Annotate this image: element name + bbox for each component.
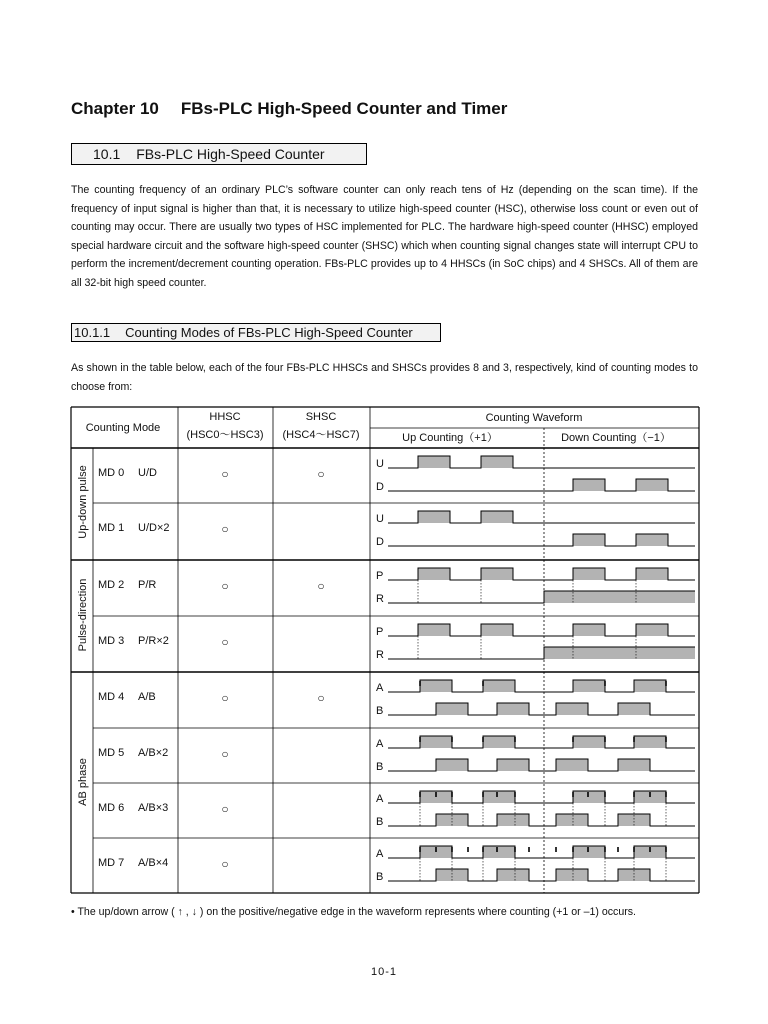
header-hhsc-range: (HSC0～HSC3) [186, 429, 264, 441]
wave-high-fill [556, 703, 588, 715]
wave-high-fill [634, 736, 666, 748]
wave-high-fill [556, 869, 588, 881]
mode-code: MD 5 [98, 747, 125, 759]
mode-code: MD 2 [98, 579, 125, 591]
signal-1-label: U [376, 458, 384, 470]
hhsc-support-mark: ○ [221, 691, 229, 705]
wave-high-fill [418, 624, 450, 636]
wave-high-fill [483, 846, 515, 858]
wave-high-fill [556, 759, 588, 771]
wave-high-fill [497, 703, 529, 715]
hhsc-support-mark: ○ [221, 857, 229, 871]
wave-high-fill [497, 814, 529, 826]
wave-high-fill [573, 846, 605, 858]
table-headers [86, 411, 671, 444]
wave-high-fill [481, 568, 513, 580]
mode-code: MD 3 [98, 635, 125, 647]
mode-row-md7 [98, 846, 695, 883]
mode-rows [98, 456, 695, 883]
mode-row-md3 [98, 624, 695, 661]
hhsc-support-mark: ○ [221, 747, 229, 761]
signal-1-label: P [376, 626, 384, 638]
wave-high-fill [618, 759, 650, 771]
wave-high-fill [636, 479, 668, 491]
header-counting-mode: Counting Mode [85, 422, 161, 434]
wave-high-fill [483, 680, 515, 692]
hhsc-support-mark: ○ [221, 467, 229, 481]
table-intro-paragraph: As shown in the table below, each of the four FBs-PLC HHSCs and SHSCs provides 8 and 3, respectively, kind of counting modes to choose from: [71, 362, 698, 393]
wave-high-fill [481, 456, 513, 468]
header-down-counting: Down Counting（−1） [561, 432, 671, 444]
wave-high-fill [497, 759, 529, 771]
mode-code: MD 7 [98, 857, 125, 869]
signal-1-label: A [376, 738, 384, 750]
wave-high-fill [418, 511, 450, 523]
hhsc-support-mark: ○ [221, 635, 229, 649]
shsc-support-mark: ○ [317, 579, 325, 593]
wave-high-fill [436, 759, 468, 771]
mode-name: P/R×2 [138, 635, 169, 647]
signal-2-label: B [376, 816, 384, 828]
signal-1-label: A [376, 848, 384, 860]
subsection-title: Counting Modes of FBs-PLC High-Speed Counter [125, 325, 413, 340]
wave-high-fill [556, 814, 588, 826]
group-label-ab-phase: AB phase [77, 758, 89, 806]
subsection-number: 10.1.1 [74, 325, 111, 340]
signal-2-label: D [376, 536, 384, 548]
header-shsc-range: (HSC4～HSC7) [282, 429, 360, 441]
mode-row-md5 [98, 736, 695, 773]
group-label-up-down-pulse: Up-down pulse [77, 465, 89, 539]
wave-high-fill [436, 703, 468, 715]
mode-row-md6 [98, 791, 695, 828]
wave-high-fill [544, 647, 695, 659]
header-shsc: SHSC [305, 411, 337, 423]
signal-1-label: U [376, 513, 384, 525]
wave-high-fill [634, 680, 666, 692]
wave-high-fill [573, 791, 605, 803]
chapter-number: Chapter 10 [71, 99, 159, 118]
wave-high-fill [573, 624, 605, 636]
mode-row-md4 [98, 680, 695, 717]
signal-2-label: B [376, 871, 384, 883]
mode-code: MD 4 [98, 691, 125, 703]
wave-high-fill [420, 680, 452, 692]
wave-high-fill [573, 680, 605, 692]
hhsc-support-mark: ○ [221, 579, 229, 593]
section-title: FBs-PLC High-Speed Counter [136, 146, 325, 162]
wave-high-fill [483, 791, 515, 803]
header-hhsc: HHSC [209, 411, 241, 423]
mode-row-md1 [98, 511, 695, 548]
wave-high-fill [544, 591, 695, 603]
signal-2-label: B [376, 761, 384, 773]
signal-2-label: R [376, 649, 384, 661]
intro-paragraph: The counting frequency of an ordinary PLC’s software counter can only reach tens of Hz (depending on the scan time). If the frequency of input signal is higher than that, it is necessary to utilize high-speed counter (HSC), otherwise loss count or even out of counting may occur. There are usually two types of HSC implemented for PLC. The hardware high-speed counter (HHSC) employed special hardware circuit and the software high-speed counter (SHSC) which when counting signal changes state will interrupt CPU to perform the increment/decrement counting operation. FBs-PLC provides up to 4 HHSCs (in SoC chips) and 4 SHSCs. All of them are all 32-bit high speed counter. [71, 184, 698, 289]
mode-code: MD 1 [98, 522, 125, 534]
signal-2-label: D [376, 481, 384, 493]
wave-high-fill [483, 736, 515, 748]
wave-high-fill [573, 479, 605, 491]
page-number: 10-1 [370, 966, 398, 978]
hhsc-support-mark: ○ [221, 802, 229, 816]
signal-1-label: A [376, 793, 384, 805]
mode-code: MD 6 [98, 802, 125, 814]
mode-name: A/B×2 [138, 747, 169, 759]
wave-high-fill [497, 869, 529, 881]
wave-high-fill [636, 568, 668, 580]
mode-row-md2 [98, 568, 695, 605]
wave-high-fill [618, 703, 650, 715]
wave-high-fill [573, 736, 605, 748]
shsc-support-mark: ○ [317, 467, 325, 481]
wave-high-fill [636, 534, 668, 546]
mode-name: A/B×4 [138, 857, 169, 869]
mode-row-md0 [98, 456, 695, 493]
wave-high-fill [573, 534, 605, 546]
wave-high-fill [636, 624, 668, 636]
group-label-pulse-direction: Pulse-direction [77, 578, 89, 652]
mode-name: A/B×3 [138, 802, 169, 814]
wave-high-fill [481, 511, 513, 523]
mode-groups [77, 465, 89, 806]
signal-1-label: A [376, 682, 384, 694]
mode-name: A/B [138, 691, 156, 703]
signal-1-label: P [376, 570, 384, 582]
wave-high-fill [420, 736, 452, 748]
footnote: • The up/down arrow ( ↑ , ↓ ) on the positive/negative edge in the waveform represents where counting (+1 or –1) occurs. [71, 906, 636, 918]
wave-high-fill [418, 568, 450, 580]
chapter-title: FBs-PLC High-Speed Counter and Timer [180, 99, 508, 118]
signal-2-label: B [376, 705, 384, 717]
signal-2-label: R [376, 593, 384, 605]
mode-name: U/D×2 [138, 522, 170, 534]
wave-high-fill [481, 624, 513, 636]
wave-high-fill [573, 568, 605, 580]
mode-name: U/D [138, 467, 157, 479]
wave-high-fill [418, 456, 450, 468]
header-up-counting: Up Counting（+1） [402, 432, 498, 444]
mode-code: MD 0 [98, 467, 125, 479]
hhsc-support-mark: ○ [221, 522, 229, 536]
shsc-support-mark: ○ [317, 691, 325, 705]
header-waveform: Counting Waveform [485, 412, 583, 424]
section-number: 10.1 [93, 146, 121, 162]
mode-name: P/R [138, 579, 157, 591]
